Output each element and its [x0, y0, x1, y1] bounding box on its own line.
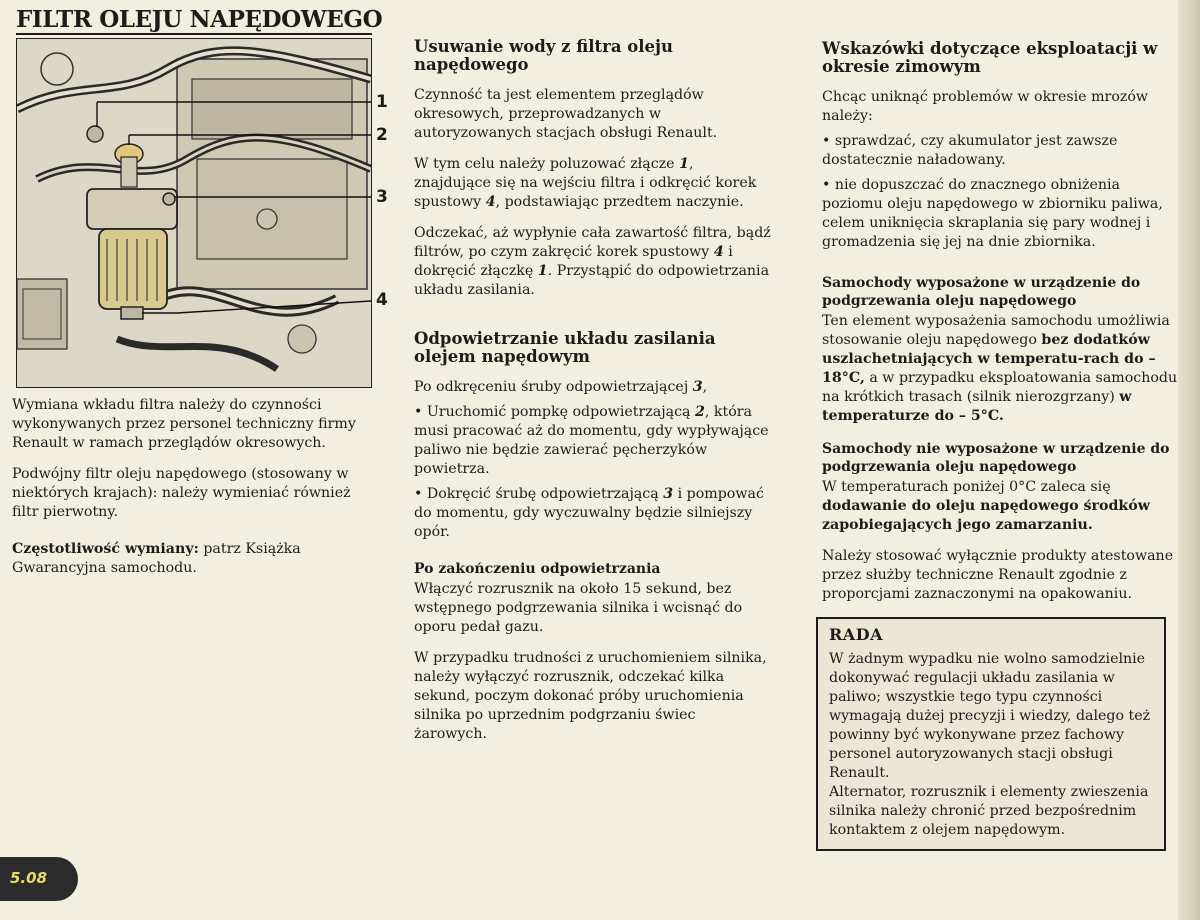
- heading-after-bleeding: Po zakończeniu odpowietrzania: [414, 561, 661, 577]
- bold-text: dodawanie do oleju napędowego środków zapobiegających jego zamarzaniu.: [822, 498, 1150, 533]
- paragraph: Chcąc uniknąć problemów w okresie mrozów należy:: [822, 89, 1149, 124]
- bullet-item: • sprawdzać, czy akumulator jest zawsze dostatecznie naładowany.: [822, 133, 1118, 168]
- text: Ten element wyposażenia samochodu umożliwia stosowanie oleju napędowego: [822, 313, 1170, 348]
- paragraph: Należy stosować wyłącznie produkty atestowane przez służby techniczne Renault zgodnie z proporcjami zaznaczonymi na opakowaniu.: [822, 548, 1174, 602]
- text: i pompować do momentu, gdy wyczuwalny będzie silniejszy opór.: [414, 486, 764, 540]
- heading-equipped: Samochody wyposażone w urządzenie do podgrzewania oleju napędowego: [822, 275, 1141, 309]
- ref-number: 1: [537, 263, 548, 279]
- heading-winter: Wskazówki dotyczące eksploatacji w okresie zimowym: [822, 39, 1158, 76]
- advice-paragraph: Alternator, rozrusznik i elementy zwieszenia silnika należy chronić przed bezpośrednim kontaktem z olejem napędowym.: [829, 784, 1149, 838]
- paragraph: Czynność ta jest elementem przeglądów okresowych, przeprowadzanych w autoryzowanych stacjach obsługi Renault.: [414, 87, 718, 141]
- page-edge: [1178, 0, 1200, 920]
- bullet-item: [414, 485, 772, 542]
- ref-number: 1: [679, 156, 689, 172]
- advice-paragraph: W żadnym wypadku nie wolno samodzielnie dokonywać regulacji układu zasilania w paliwo; wszystkie tego typu czynności wymagają dużej precyzji i wiedzy, dalego też powinny być wykonywane przez fachowy personel autoryzowanych stacji obsługi Renault.: [829, 651, 1151, 781]
- page-title: FILTR OLEJU NAPĘDOWEGO: [16, 6, 383, 33]
- text: • Dokręcić śrubę odpowietrzającą: [414, 486, 664, 502]
- callout-3: 3: [376, 187, 388, 207]
- engine-figure: [16, 38, 372, 388]
- paragraph: [822, 312, 1178, 426]
- heading-bleeding: Odpowietrzanie układu zasilania olejem napędowym: [414, 329, 716, 366]
- advice-box: [816, 617, 1166, 851]
- text: Odczekać, aż wypłynie cała zawartość filtra, bądź filtrów, po czym zakręcić korek spustowy: [414, 225, 771, 260]
- paragraph: [414, 155, 772, 212]
- bold-text: w temperaturze do – 5°C.: [822, 389, 1132, 424]
- column-middle: [414, 38, 772, 756]
- ref-number: 2: [695, 404, 705, 420]
- paragraph: Podwójny filtr oleju napędowego (stosowany w niektórych krajach): należy wymieniać również filtr pierwotny.: [12, 466, 351, 520]
- advice-title: RADA: [829, 625, 883, 644]
- paragraph: [822, 478, 1178, 535]
- ref-number: 4: [713, 244, 724, 260]
- text: W tym celu należy poluzować złącze: [414, 156, 680, 172]
- paragraph: [414, 378, 772, 397]
- bold-text: bez dodatków uszlachetniających w temperatu-rach do – 18°C,: [822, 332, 1156, 386]
- bullet-item: [414, 403, 772, 479]
- bold-label: Częstotliwość wymiany:: [12, 541, 199, 557]
- ref-number: 4: [485, 194, 496, 210]
- paragraph: Wymiana wkładu filtra należy do czynności wykonywanych przez personel techniczny firmy Renault w ramach przeglądów okresowych.: [12, 397, 356, 451]
- page-number-badge: [0, 857, 78, 901]
- text: ,: [702, 379, 708, 395]
- callout-1: 1: [376, 92, 388, 112]
- text: patrz Książka Gwarancyjna samochodu.: [12, 541, 301, 576]
- text: W temperaturach poniżej 0°C zaleca się: [822, 479, 1111, 495]
- text: • Uruchomić pompkę odpowietrzającą: [414, 404, 695, 420]
- title-rule: [16, 33, 372, 35]
- text: Po odkręceniu śruby odpowietrzającej: [414, 379, 693, 395]
- text: , która musi pracować aż do momentu, gdy wypływające paliwo nie będzie zawierać pęcherzyków powietrza.: [414, 404, 769, 477]
- text: , znajdujące się na wejściu filtra i odkręcić korek spustowy: [414, 156, 757, 210]
- paragraph: Włączyć rozrusznik na około 15 sekund, bez wstępnego podgrzewania silnika i wcisnąć do oporu pedał gazu.: [414, 581, 743, 635]
- column-right: [822, 40, 1178, 616]
- text: a w przypadku eksploatowania samochodu na krótkich trasach (silnik nierozgrzany): [822, 370, 1178, 405]
- ref-number: 3: [663, 486, 674, 502]
- paragraph: [12, 540, 364, 578]
- text: i dokręcić złączkę: [414, 244, 733, 279]
- column-left: [12, 396, 364, 590]
- callout-4: 4: [376, 290, 388, 310]
- text: . Przystąpić do odpowietrzania układu zasilania.: [414, 263, 770, 298]
- engine-illustration: [17, 39, 371, 387]
- callout-2: 2: [376, 125, 388, 145]
- text: , podstawiając przedtem naczynie.: [495, 194, 744, 210]
- heading-not-equipped: Samochody nie wyposażone w urządzenie do podgrzewania oleju napędowego: [822, 441, 1170, 475]
- ref-number: 3: [692, 379, 703, 395]
- paragraph: [414, 224, 772, 300]
- heading-water-removal: Usuwanie wody z filtra oleju napędowego: [414, 37, 674, 74]
- paragraph: W przypadku trudności z uruchomieniem silnika, należy wyłączyć rozrusznik, odczekać kilka sekund, poczym dokonać próby uruchomienia silnika po uprzednim podgrzaniu świec żarowych.: [414, 650, 767, 742]
- bullet-item: • nie dopuszczać do znacznego obniżenia poziomu oleju napędowego w zbiorniku paliwa, celem uniknięcia skraplania się pary wodnej i gromadzenia się jej na dnie zbiornika.: [822, 177, 1163, 250]
- page-number: 5.08: [10, 869, 48, 887]
